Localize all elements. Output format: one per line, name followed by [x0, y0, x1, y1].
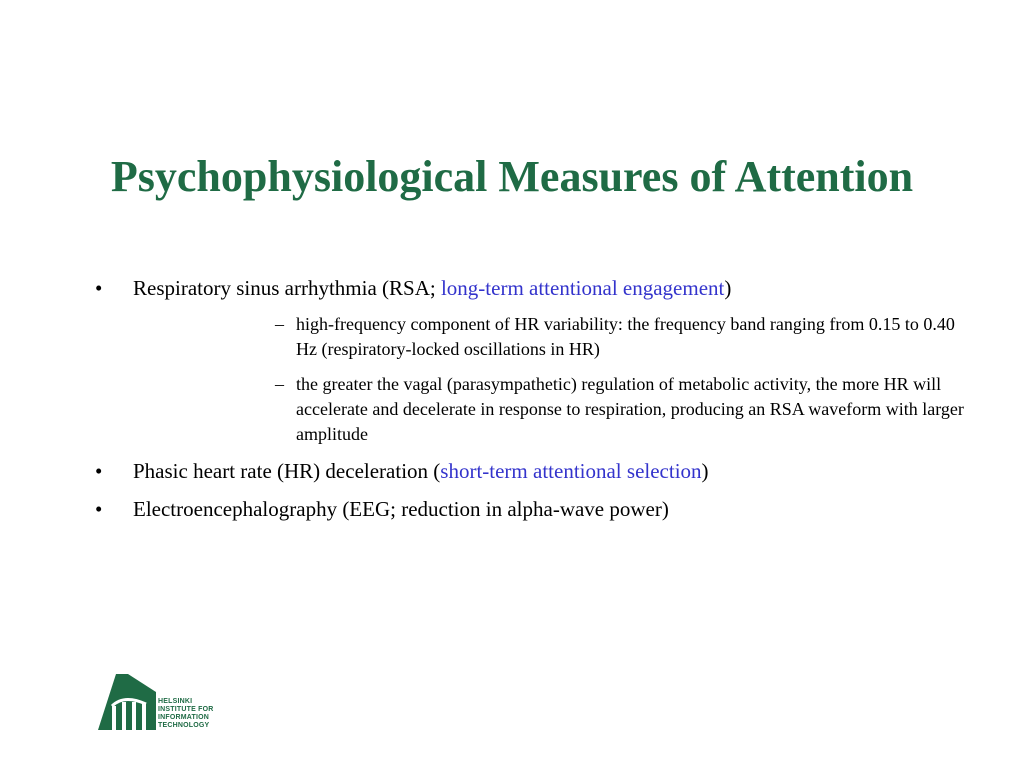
sub-bullet-text: the greater the vagal (parasympathetic) regulation of metabolic activity, the more HR will accelerate and decelerate in response to respiration, producing an RSA waveform with larger amplitude [296, 374, 964, 444]
bullet-rsa [95, 274, 975, 302]
bullet-eeg [95, 495, 975, 523]
bullet-hr-deceleration [95, 457, 975, 485]
sub-bullet-marker: – [275, 314, 284, 334]
bullet-text: Respiratory sinus arrhythmia (RSA; [133, 276, 441, 300]
bullet-highlight: long-term attentional engagement [440, 276, 725, 300]
sub-bullet-list [95, 312, 975, 447]
bullet-marker: • [95, 459, 103, 483]
sub-bullet-text: high-frequency component of HR variability: the frequency band ranging from 0.15 to 0.40 Hz (respiratory-locked oscillations in HR) [296, 314, 955, 359]
bullet-text: Phasic heart rate (HR) deceleration ( [133, 459, 441, 483]
slide-title: Psychophysiological Measures of Attention [110, 152, 914, 201]
logo-line: INFORMATION [158, 714, 210, 721]
bullet-text-end: ) [701, 459, 709, 483]
logo-line: INSTITUTE FOR [158, 706, 214, 713]
sub-bullet-vagal [275, 372, 976, 447]
logo-line: HELSINKI [158, 698, 193, 705]
sub-bullet-marker: – [275, 374, 284, 394]
sub-bullet-hrv [275, 312, 976, 362]
bullet-highlight: short-term attentional selection [440, 459, 702, 483]
hiit-logo-text [158, 698, 214, 730]
bullet-text-end: ) [724, 276, 732, 300]
bullet-text: Electroencephalography (EEG; reduction in alpha-wave power) [133, 497, 669, 521]
logo-line: TECHNOLOGY [158, 722, 210, 729]
bullet-list [95, 274, 975, 533]
hiit-logo-mark-icon [98, 672, 158, 732]
bullet-marker: • [95, 276, 103, 300]
bullet-marker: • [95, 497, 103, 521]
hiit-logo [98, 672, 228, 732]
